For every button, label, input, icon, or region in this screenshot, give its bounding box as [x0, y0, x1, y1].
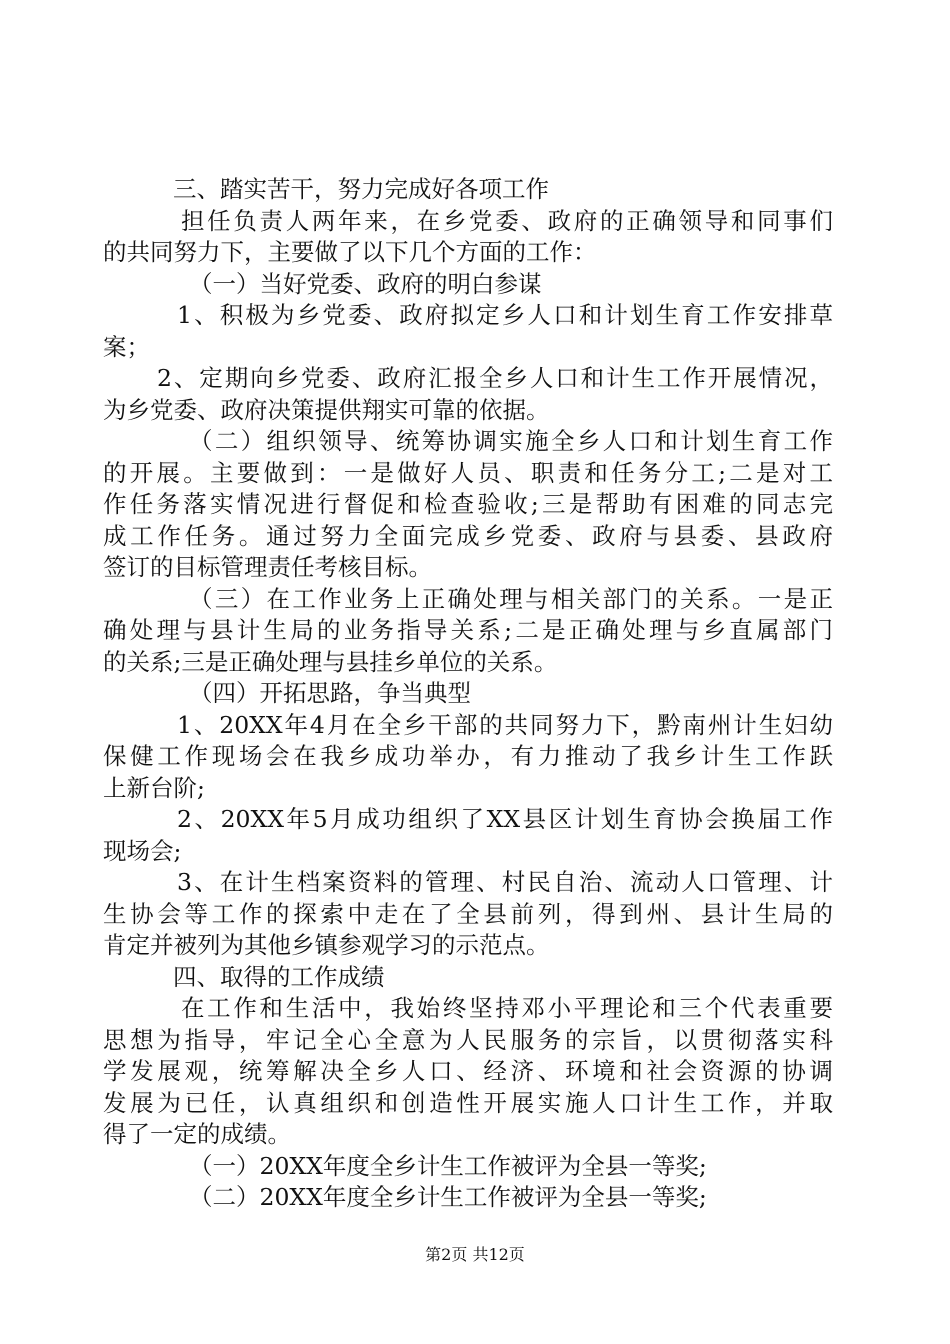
paragraph-line: 的开展。主要做到：一是做好人员、职责和任务分工;二是对工 [103, 458, 833, 487]
subsection-heading: （四）开拓思路，争当典型 [189, 679, 471, 707]
list-item: （二）20XX年度全乡计生工作被评为全县一等奖; [189, 1183, 707, 1211]
paragraph-line: 2、定期向乡党委、政府汇报全乡人口和计生工作开展情况， [157, 364, 833, 392]
paragraph-line: 1、积极为乡党委、政府拟定乡人口和计划生育工作安排草 [177, 301, 833, 329]
paragraph-line: 肯定并被列为其他乡镇参观学习的示范点。 [103, 931, 550, 959]
paragraph-line: 生协会等工作的探索中走在了全县前列，得到州、县计生局的 [103, 899, 833, 928]
section-heading: 四、取得的工作成绩 [173, 962, 385, 991]
paragraph-line: 确处理与县计生局的业务指导关系;二是正确处理与乡直属部门 [103, 616, 833, 644]
page-number: 第2页 共12页 [425, 1245, 525, 1264]
list-item: （一）20XX年度全乡计生工作被评为全县一等奖; [189, 1151, 707, 1180]
paragraph-line: 1、20XX年4月在全乡干部的共同努力下，黔南州计生妇幼 [177, 710, 833, 739]
paragraph-line: 案； [103, 332, 150, 361]
paragraph-line: 发展为已任，认真组织和创造性开展实施人口计生工作，并取 [103, 1088, 833, 1117]
section-heading: 三、踏实苦干，努力完成好各项工作 [173, 175, 549, 203]
paragraph-line: 思想为指导，牢记全心全意为人民服务的宗旨，以贯彻落实科 [103, 1025, 833, 1054]
paragraph-line: 2、20XX年5月成功组织了XX县区计划生育协会换届工作 [177, 805, 833, 833]
paragraph-line: 的关系;三是正确处理与县挂乡单位的关系。 [103, 647, 558, 676]
paragraph-line: 的共同努力下，主要做了以下几个方面的工作： [103, 238, 597, 266]
paragraph-line: 为乡党委、政府决策提供翔实可靠的依据。 [103, 395, 550, 424]
subsection-heading: （二）组织领导、统筹协调实施全乡人口和计划生育工作 [189, 427, 833, 455]
paragraph-line: 现场会; [103, 836, 182, 865]
paragraph-line: 在工作和生活中，我始终坚持邓小平理论和三个代表重要 [181, 994, 833, 1022]
paragraph-line: 成工作任务。通过努力全面完成乡党委、政府与县委、县政府 [103, 521, 833, 550]
paragraph-line: 得了一定的成绩。 [103, 1120, 291, 1148]
paragraph-line: 作任务落实情况进行督促和检查验收;三是帮助有困难的同志完 [103, 490, 833, 518]
subsection-heading: （一）当好党委、政府的明白参谋 [189, 269, 542, 298]
subsection-heading: （三）在工作业务上正确处理与相关部门的关系。一是正 [189, 584, 833, 613]
document-body [103, 174, 833, 1214]
paragraph-line: 上新台阶; [103, 773, 205, 802]
paragraph-line: 学发展观，统筹解决全乡人口、经济、环境和社会资源的协调 [103, 1057, 833, 1085]
paragraph-line: 签订的目标管理责任考核目标。 [103, 553, 432, 581]
page-footer [0, 1242, 950, 1265]
paragraph-line: 保健工作现场会在我乡成功举办，有力推动了我乡计生工作跃 [103, 742, 833, 770]
paragraph-line: 担任负责人两年来，在乡党委、政府的正确领导和同事们 [181, 206, 833, 235]
paragraph-line: 3、在计生档案资料的管理、村民自治、流动人口管理、计 [177, 868, 833, 896]
